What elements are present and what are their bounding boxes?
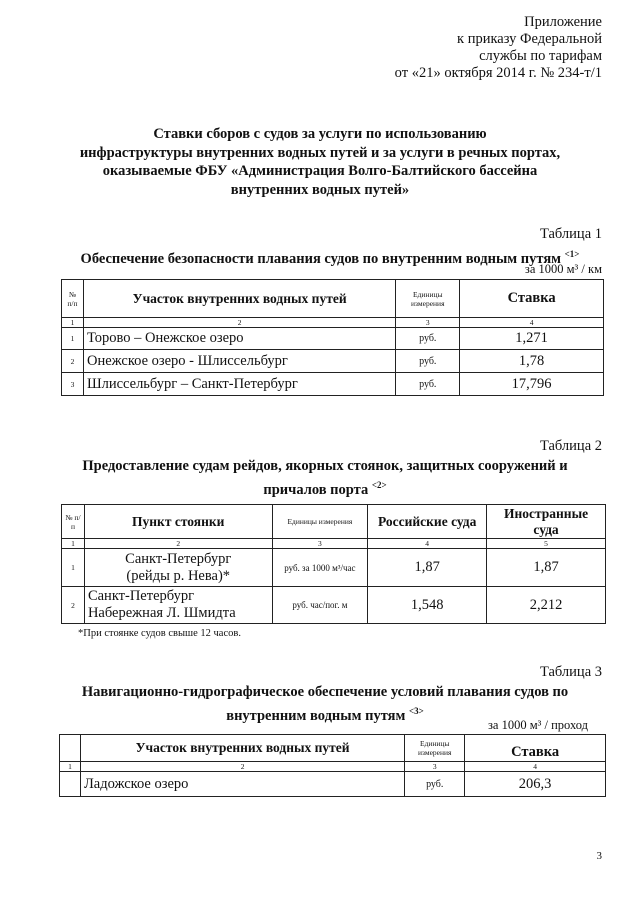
- row-number: 3: [62, 373, 84, 396]
- table-row: [62, 587, 606, 624]
- section-name: Торово – Онежское озеро: [83, 328, 395, 350]
- appendix-line: службы по тарифам: [479, 48, 602, 64]
- table2-colnum: 1: [62, 539, 85, 549]
- appendix-line: Приложение: [524, 14, 602, 30]
- foreign-rate-cell: 1,87: [487, 549, 606, 587]
- table2-header-unit: Единицы измерения: [272, 505, 368, 539]
- section-name: Шлиссельбург – Санкт-Петербург: [83, 373, 395, 396]
- table3-colnum: 4: [465, 762, 606, 772]
- table2-header-foreign: Иностранные суда: [487, 505, 606, 539]
- table-row: [62, 350, 604, 373]
- rate-cell: 206,3: [465, 772, 606, 797]
- title-line: инфраструктуры внутренних водных путей и за услуги в речных портах,: [79, 144, 561, 161]
- table1-header-section: Участок внутренних водных путей: [83, 280, 395, 318]
- title-line: Ставки сборов с судов за услуги по использованию: [153, 126, 487, 142]
- table3-note: <3>: [409, 705, 424, 716]
- table-row: [62, 373, 604, 396]
- table1-unit: за 1000 м³ / км: [524, 262, 602, 276]
- table3-heading-line: внутренним водным путям: [226, 707, 406, 724]
- table2-caption: Таблица 2: [539, 438, 602, 454]
- table3-header-rate: Ставка: [465, 735, 606, 762]
- unit-cell: руб.: [396, 373, 460, 396]
- table1-heading-text: Обеспечение безопасности плавания судов по внутренним водным путям: [80, 250, 562, 267]
- table3-unit: за 1000 м³ / проход: [487, 718, 588, 732]
- point-cell: [84, 587, 272, 624]
- table1-colnum: 1: [62, 318, 84, 328]
- table2-header-russian: Российские суда: [368, 505, 487, 539]
- table3-caption: Таблица 3: [539, 664, 602, 680]
- row-number: 1: [62, 549, 85, 587]
- table3-colnum: 1: [60, 762, 81, 772]
- table2-heading-line: Предоставление судам рейдов, якорных стоянок, защитных сооружений и: [82, 458, 568, 474]
- table1-note: <1>: [564, 249, 580, 259]
- table-row: [62, 328, 604, 350]
- table3-header-unit: Единицы измерения: [405, 735, 465, 762]
- rate-cell: 1,78: [460, 350, 604, 373]
- table1-header-no: № п/п: [62, 280, 84, 318]
- unit-cell: руб. за 1000 м³/час: [272, 549, 368, 587]
- appendix-block: [302, 14, 602, 82]
- table3-colnum: 2: [80, 762, 404, 772]
- table1-colnum: 2: [83, 318, 395, 328]
- title-line: внутренних водных путей»: [230, 181, 410, 198]
- russian-rate-cell: 1,548: [368, 587, 487, 624]
- unit-cell: руб.: [405, 772, 465, 797]
- point-name-line: Санкт-Петербург: [125, 550, 232, 567]
- row-number: [60, 772, 81, 797]
- table3-colnum: 3: [405, 762, 465, 772]
- appendix-line: к приказу Федеральной: [457, 31, 602, 47]
- russian-rate-cell: 1,87: [368, 549, 487, 587]
- table2-heading-line: причалов порта: [263, 481, 369, 498]
- document-title: [50, 125, 590, 199]
- unit-cell: руб.: [396, 350, 460, 373]
- unit-cell: руб.: [396, 328, 460, 350]
- table-row: [62, 549, 606, 587]
- point-cell: [84, 549, 272, 587]
- rate-cell: 17,796: [460, 373, 604, 396]
- table2-note: <2>: [371, 479, 387, 490]
- table2-heading: [40, 457, 610, 499]
- section-name: Онежское озеро - Шлиссельбург: [83, 350, 395, 373]
- table2-header-no: № п/п: [62, 505, 85, 539]
- point-name-line: Санкт-Петербург: [87, 588, 195, 604]
- page-number: 3: [596, 850, 602, 862]
- row-number: 2: [62, 587, 85, 624]
- rate-cell: 1,271: [460, 328, 604, 350]
- point-name-line: Набережная Л. Шмидта: [87, 605, 236, 621]
- table2-header-point: Пункт стоянки: [84, 505, 272, 539]
- point-name-line: (рейды р. Нева)*: [126, 567, 231, 584]
- table3-header-section: Участок внутренних водных путей: [80, 735, 404, 762]
- appendix-line: от «21» октября 2014 г. № 234-т/1: [394, 65, 602, 81]
- title-line: оказываемые ФБУ «Администрация Волго-Балтийского бассейна: [102, 163, 538, 179]
- unit-cell: руб. час/пог. м: [272, 587, 368, 624]
- table3-header-no: [60, 735, 81, 762]
- table3: [59, 734, 606, 797]
- table2-colnum: 2: [84, 539, 272, 549]
- table1-heading: [60, 245, 600, 268]
- table3-heading-line: Навигационно-гидрографическое обеспечение условий плавания судов по: [81, 684, 569, 700]
- foreign-rate-cell: 2,212: [487, 587, 606, 624]
- table1-colnum: 4: [460, 318, 604, 328]
- section-name: Ладожское озеро: [80, 772, 404, 797]
- row-number: 2: [62, 350, 84, 373]
- table2-colnum: 4: [368, 539, 487, 549]
- table2-colnum: 5: [487, 539, 606, 549]
- row-number: 1: [62, 328, 84, 350]
- table1-caption: Таблица 1: [539, 226, 602, 242]
- table2: [61, 504, 606, 624]
- table-row: [60, 772, 606, 797]
- table1-header-unit: Единицы измерения: [396, 280, 460, 318]
- table1: [61, 279, 604, 396]
- table2-colnum: 3: [272, 539, 368, 549]
- table2-footnote: *При стоянке судов свыше 12 часов.: [78, 628, 241, 639]
- table1-header-rate: Ставка: [460, 280, 604, 318]
- table1-colnum: 3: [396, 318, 460, 328]
